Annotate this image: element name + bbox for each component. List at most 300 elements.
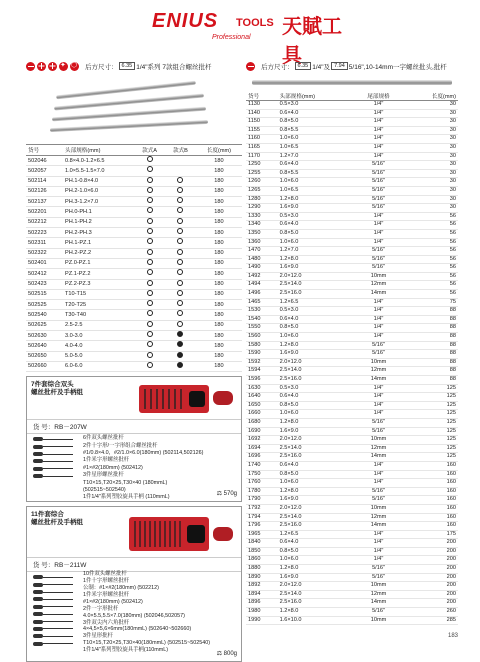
table-row [26,258,242,268]
item-code: 1790 [246,496,278,505]
style-marker-icon [147,207,153,213]
kit-rb211w [26,506,242,662]
head-spec: 0.8×5.0 [278,547,354,556]
style-b-cell [165,248,196,258]
style-b-cell [165,351,196,361]
head-spec: 0.8×5.0 [278,470,354,479]
length: 56 [404,247,458,256]
tail-spec: 14mm [353,376,404,385]
length: 180 [196,320,242,330]
tail-spec: 5/16" [353,195,404,204]
head-spec: 1.2×8.0 [278,565,354,574]
style-marker-icon [177,238,183,244]
table-row [26,341,242,351]
kit-item: 2件十字形/一字形组合螺丝批杆 [83,442,158,449]
head-spec: 2.0×12.0 [278,504,354,513]
length: 180 [196,217,242,227]
right-section-header [246,58,458,74]
style-b-cell [165,320,196,330]
kit-item: #1×#2(180mm) (502412) [83,464,143,471]
head-spec: 1.6×10.0 [278,616,354,625]
table-row [246,264,458,273]
table-row [246,221,458,230]
tail-spec: 5/16" [353,427,404,436]
right-head-dim2: 7.94 [331,62,348,70]
tail-spec: 10mm [353,272,404,281]
head-spec: PH.2-PZ.2 [63,248,134,258]
right-spec-table [246,92,458,625]
style-marker-icon [177,321,183,327]
item-code: 502423 [26,279,63,289]
style-marker-icon [147,177,153,183]
table-row [246,298,458,307]
length: 200 [404,539,458,548]
head-spec: 1.0×5.5-1.5×7.0 [63,166,134,176]
item-code: 1965 [246,530,278,539]
style-b-cell [165,341,196,351]
table-row [246,341,458,350]
style-a-cell [134,351,165,361]
style-marker-icon [177,341,183,347]
item-code: 1780 [246,487,278,496]
table-row [26,248,242,258]
table-row [246,169,458,178]
table-row [246,470,458,479]
head-spec: 2.5×16.0 [278,522,354,531]
kit-tool-icons [33,435,77,479]
kit-title-line: 螺丝批杆及手柄组 [31,389,83,397]
tail-spec: 5/16" [353,247,404,256]
item-code: 1850 [246,547,278,556]
tail-spec: 1/4" [353,333,404,342]
kit-model: 货 号：RB－207W [27,419,241,434]
length: 30 [404,126,458,135]
tail-spec: 10mm [353,582,404,591]
table-row [246,281,458,290]
head-spec: 0.6×4.0 [278,109,354,118]
item-code: 1150 [246,118,278,127]
tail-spec: 1/4" [353,539,404,548]
style-b-cell [165,217,196,227]
style-marker-icon [147,300,153,306]
head-spec: PZ.1-PZ.2 [63,269,134,279]
brand-cn: 天賦工具 [282,14,342,67]
table-row [26,207,242,217]
tail-spec: 1/4" [353,212,404,221]
style-b-cell [165,279,196,289]
left-head-prefix: 后方尺寸： [85,63,118,71]
table-row [246,186,458,195]
item-code: 502046 [26,156,63,166]
style-b-cell [165,331,196,341]
left-spec-table [26,144,242,372]
head-spec: 2.0×12.0 [278,436,354,445]
style-a-cell [134,331,165,341]
length: 30 [404,101,458,110]
head-spec: 2.5-2.5 [63,320,134,330]
style-marker-icon [177,362,183,368]
length: 180 [196,228,242,238]
item-code: 1550 [246,324,278,333]
tail-spec: 1/4" [353,143,404,152]
col-header: 头部规格(mm) [63,145,134,156]
length: 30 [404,204,458,213]
head-spec: 1.2×8.0 [278,608,354,617]
table-row [246,229,458,238]
length: 200 [404,582,458,591]
style-a-cell [134,207,165,217]
bit-icon [33,573,77,580]
item-code: 1290 [246,204,278,213]
table-row [246,522,458,531]
item-code: 1796 [246,522,278,531]
length: 30 [404,169,458,178]
head-spec: 1.6×9.0 [278,264,354,273]
head-spec: 0.8×5.5 [278,126,354,135]
pozidriv-tip-icon [48,62,57,71]
head-spec: T30-T40 [63,310,134,320]
tail-spec: 10mm [353,358,404,367]
length: 180 [196,248,242,258]
style-marker-icon [177,300,183,306]
length: 285 [404,616,458,625]
length: 180 [196,166,242,176]
head-spec: 1.6×9.0 [278,573,354,582]
bit-icon [33,465,77,472]
style-b-cell [165,361,196,371]
item-code: 1890 [246,573,278,582]
length: 125 [404,401,458,410]
tail-spec: 1/4" [353,229,404,238]
tail-spec: 1/4" [353,307,404,316]
table-row [246,238,458,247]
item-code: 1980 [246,608,278,617]
head-spec: T10-T15 [63,289,134,299]
head-spec: 2.5×14.0 [278,513,354,522]
kit-item: 1件十字形螺丝批杆 [83,578,130,585]
item-code: 1560 [246,333,278,342]
head-spec: PH.0-PH.1 [63,207,134,217]
head-spec: 1.2×8.0 [278,195,354,204]
style-marker-icon [177,352,183,358]
item-code: 1760 [246,479,278,488]
kit-weight-value: 570g [223,491,237,498]
head-spec: 1.0×6.5 [278,186,354,195]
head-spec: 2.5×14.0 [278,444,354,453]
table-row [246,487,458,496]
kit-item: 1件米字形螺丝批杆 [83,457,130,464]
style-a-cell [134,279,165,289]
style-marker-icon [177,269,183,275]
page-number: 183 [447,633,458,639]
head-spec: 1.2×8.0 [278,418,354,427]
tail-spec: 1/4" [353,530,404,539]
bit-icon [33,472,77,479]
table-row [246,547,458,556]
style-a-cell [134,217,165,227]
style-marker-icon [177,177,183,183]
table-row [246,539,458,548]
table-row [26,228,242,238]
table-row [26,361,242,371]
length: 30 [404,109,458,118]
style-a-cell [134,300,165,310]
head-spec: 0.6×4.0 [278,393,354,402]
length: 56 [404,281,458,290]
tail-spec: 5/16" [353,255,404,264]
length: 30 [404,161,458,170]
item-code: 1694 [246,444,278,453]
item-code: 1165 [246,143,278,152]
head-spec: 2.5×16.0 [278,290,354,299]
tail-spec: 5/16" [353,487,404,496]
item-code: 502223 [26,228,63,238]
length: 180 [196,361,242,371]
style-a-cell [134,320,165,330]
tail-spec: 5/16" [353,608,404,617]
style-a-cell [134,228,165,238]
table-row [246,272,458,281]
bit-icon [33,632,77,639]
head-spec: 0.6×4.0 [278,221,354,230]
table-row [246,324,458,333]
left-head-dim: 6.35 [119,62,136,70]
head-spec: 1.2×8.0 [278,487,354,496]
item-code: 1170 [246,152,278,161]
length: 200 [404,547,458,556]
item-code: 1540 [246,315,278,324]
head-spec: 2.5×16.0 [278,599,354,608]
head-spec: 1.2×6.5 [278,298,354,307]
style-a-cell [134,186,165,196]
style-a-cell [134,289,165,299]
bit-icon [33,457,77,464]
head-spec: 1.6×9.0 [278,350,354,359]
table-row [246,436,458,445]
length: 88 [404,324,458,333]
kit-item: 10件双头螺丝批杆 [83,571,127,578]
col-header: 款式B [165,145,196,156]
length: 56 [404,272,458,281]
length: 88 [404,307,458,316]
tail-spec: 10mm [353,504,404,513]
length: 88 [404,376,458,385]
style-b-cell [165,186,196,196]
length: 180 [196,258,242,268]
item-code: 502660 [26,361,63,371]
item-code: 1494 [246,281,278,290]
item-code: 1360 [246,238,278,247]
style-a-cell [134,238,165,248]
head-spec: 0.5×3.0 [278,212,354,221]
style-marker-icon [147,166,153,172]
head-spec: 2.5×16.0 [278,376,354,385]
handle-icon [33,640,77,647]
length: 88 [404,333,458,342]
tail-spec: 1/4" [353,470,404,479]
table-row [246,247,458,256]
right-head-text: 5/16",10-14mm一字螺丝批头,批杆 [348,63,447,71]
tail-spec: 5/16" [353,161,404,170]
item-code: 1470 [246,247,278,256]
length: 175 [404,530,458,539]
style-marker-icon [147,197,153,203]
col-header: 尾部规格 [353,92,404,101]
tail-spec: 14mm [353,453,404,462]
table-row [26,269,242,279]
kit-photo [127,513,237,555]
item-code: 502201 [26,207,63,217]
right-column [246,58,458,625]
tail-spec: 1/4" [353,401,404,410]
item-code: 1490 [246,264,278,273]
table-row [26,279,242,289]
kit-weight: ⚖ 800g [216,651,237,658]
left-column [26,58,242,662]
item-code: 502650 [26,351,63,361]
tail-spec: 14mm [353,599,404,608]
tail-spec: 1/4" [353,461,404,470]
table-row [246,290,458,299]
table-row [246,582,458,591]
kit-item: #1/0.8×4.0，#2/1.0×6.0(180mm) (502114,502126) [83,450,204,457]
length: 88 [404,367,458,376]
bit-image [50,120,208,132]
tip-type-icons [246,62,255,71]
style-marker-icon [177,218,183,224]
head-spec: 1.0×6.0 [278,135,354,144]
table-row [246,161,458,170]
length: 88 [404,358,458,367]
style-marker-icon [147,228,153,234]
item-code: 502412 [26,269,63,279]
length: 160 [404,496,458,505]
length: 180 [196,176,242,186]
length: 180 [196,341,242,351]
style-a-cell [134,269,165,279]
head-spec: PZ.0-PZ.1 [63,258,134,268]
item-code: 1880 [246,565,278,574]
style-a-cell [134,361,165,371]
head-spec: 2.5×14.0 [278,590,354,599]
head-spec: 2.5×14.0 [278,281,354,290]
table-row [26,351,242,361]
head-spec: PH.2-PH.3 [63,228,134,238]
tail-spec: 12mm [353,513,404,522]
table-row [246,608,458,617]
col-header: 款式A [134,145,165,156]
bit-icon [33,603,77,610]
length: 30 [404,195,458,204]
head-spec: 1.6×9.0 [278,204,354,213]
table-row [246,504,458,513]
kit-title [31,511,83,527]
kit-item: 6件双头螺丝批杆 [83,435,124,442]
length: 56 [404,221,458,230]
item-code: 1265 [246,186,278,195]
kit-item: 1件1/4"系列塑胶旋具手柄 (110mmL) [83,494,170,501]
table-row [246,255,458,264]
head-spec: 0.8×5.0 [278,229,354,238]
table-row [246,212,458,221]
style-marker-icon [147,352,153,358]
style-b-cell [165,176,196,186]
bit-icon [33,450,77,457]
head-spec: 0.8×5.5 [278,169,354,178]
item-code: 1140 [246,109,278,118]
kit-item: T10×15,T20×25,T30×40 (180mmL) [83,479,168,486]
kit-item: 1件米字形螺丝批杆 [83,591,130,598]
tail-spec: 12mm [353,590,404,599]
length: 30 [404,143,458,152]
item-code: 1894 [246,590,278,599]
table-row [246,152,458,161]
bit-icon [33,595,77,602]
head-spec: PH.1-0.8×4.0 [63,176,134,186]
length: 125 [404,444,458,453]
col-header: 长度(mm) [404,92,458,101]
table-row [246,556,458,565]
item-code: 1692 [246,436,278,445]
style-b-cell [165,207,196,217]
item-code: 1260 [246,178,278,187]
tail-spec: 10mm [353,436,404,445]
length: 30 [404,152,458,161]
tail-spec: 1/4" [353,152,404,161]
head-spec: PH.2-1.0×6.0 [63,186,134,196]
tail-spec: 5/16" [353,573,404,582]
table-row [246,530,458,539]
item-code: 502311 [26,238,63,248]
tail-spec: 5/16" [353,186,404,195]
phillips-tip-icon [37,62,46,71]
style-marker-icon [147,187,153,193]
length: 125 [404,418,458,427]
table-row [246,135,458,144]
tail-spec: 1/4" [353,221,404,230]
table-row [26,300,242,310]
kit-tool-icons [33,573,77,647]
item-code: 1990 [246,616,278,625]
item-code: 502515 [26,289,63,299]
length: 180 [196,300,242,310]
kit-photo [137,381,237,417]
tip-type-icons [26,62,79,71]
table-row [246,118,458,127]
col-header: 长度(mm) [196,145,242,156]
kit-model: 货 号：RB－211W [27,557,241,572]
table-row [246,350,458,359]
left-section-header [26,58,242,74]
style-b-cell [165,269,196,279]
table-row [246,513,458,522]
brand-name: ENIUS [152,10,219,32]
item-code: 502126 [26,186,63,196]
tail-spec: 1/4" [353,109,404,118]
item-code: 1680 [246,418,278,427]
length: 56 [404,238,458,247]
style-a-cell [134,258,165,268]
slotted-tip-icon [246,62,255,71]
item-code: 502212 [26,217,63,227]
brand-sub: Professional [212,34,251,41]
kit-item: 2件一字形批杆 [83,605,119,612]
item-code: 502540 [26,310,63,320]
head-spec: 2.0×12.0 [278,582,354,591]
style-marker-icon [147,259,153,265]
head-spec: 1.0×6.0 [278,238,354,247]
tail-spec: 1/4" [353,556,404,565]
